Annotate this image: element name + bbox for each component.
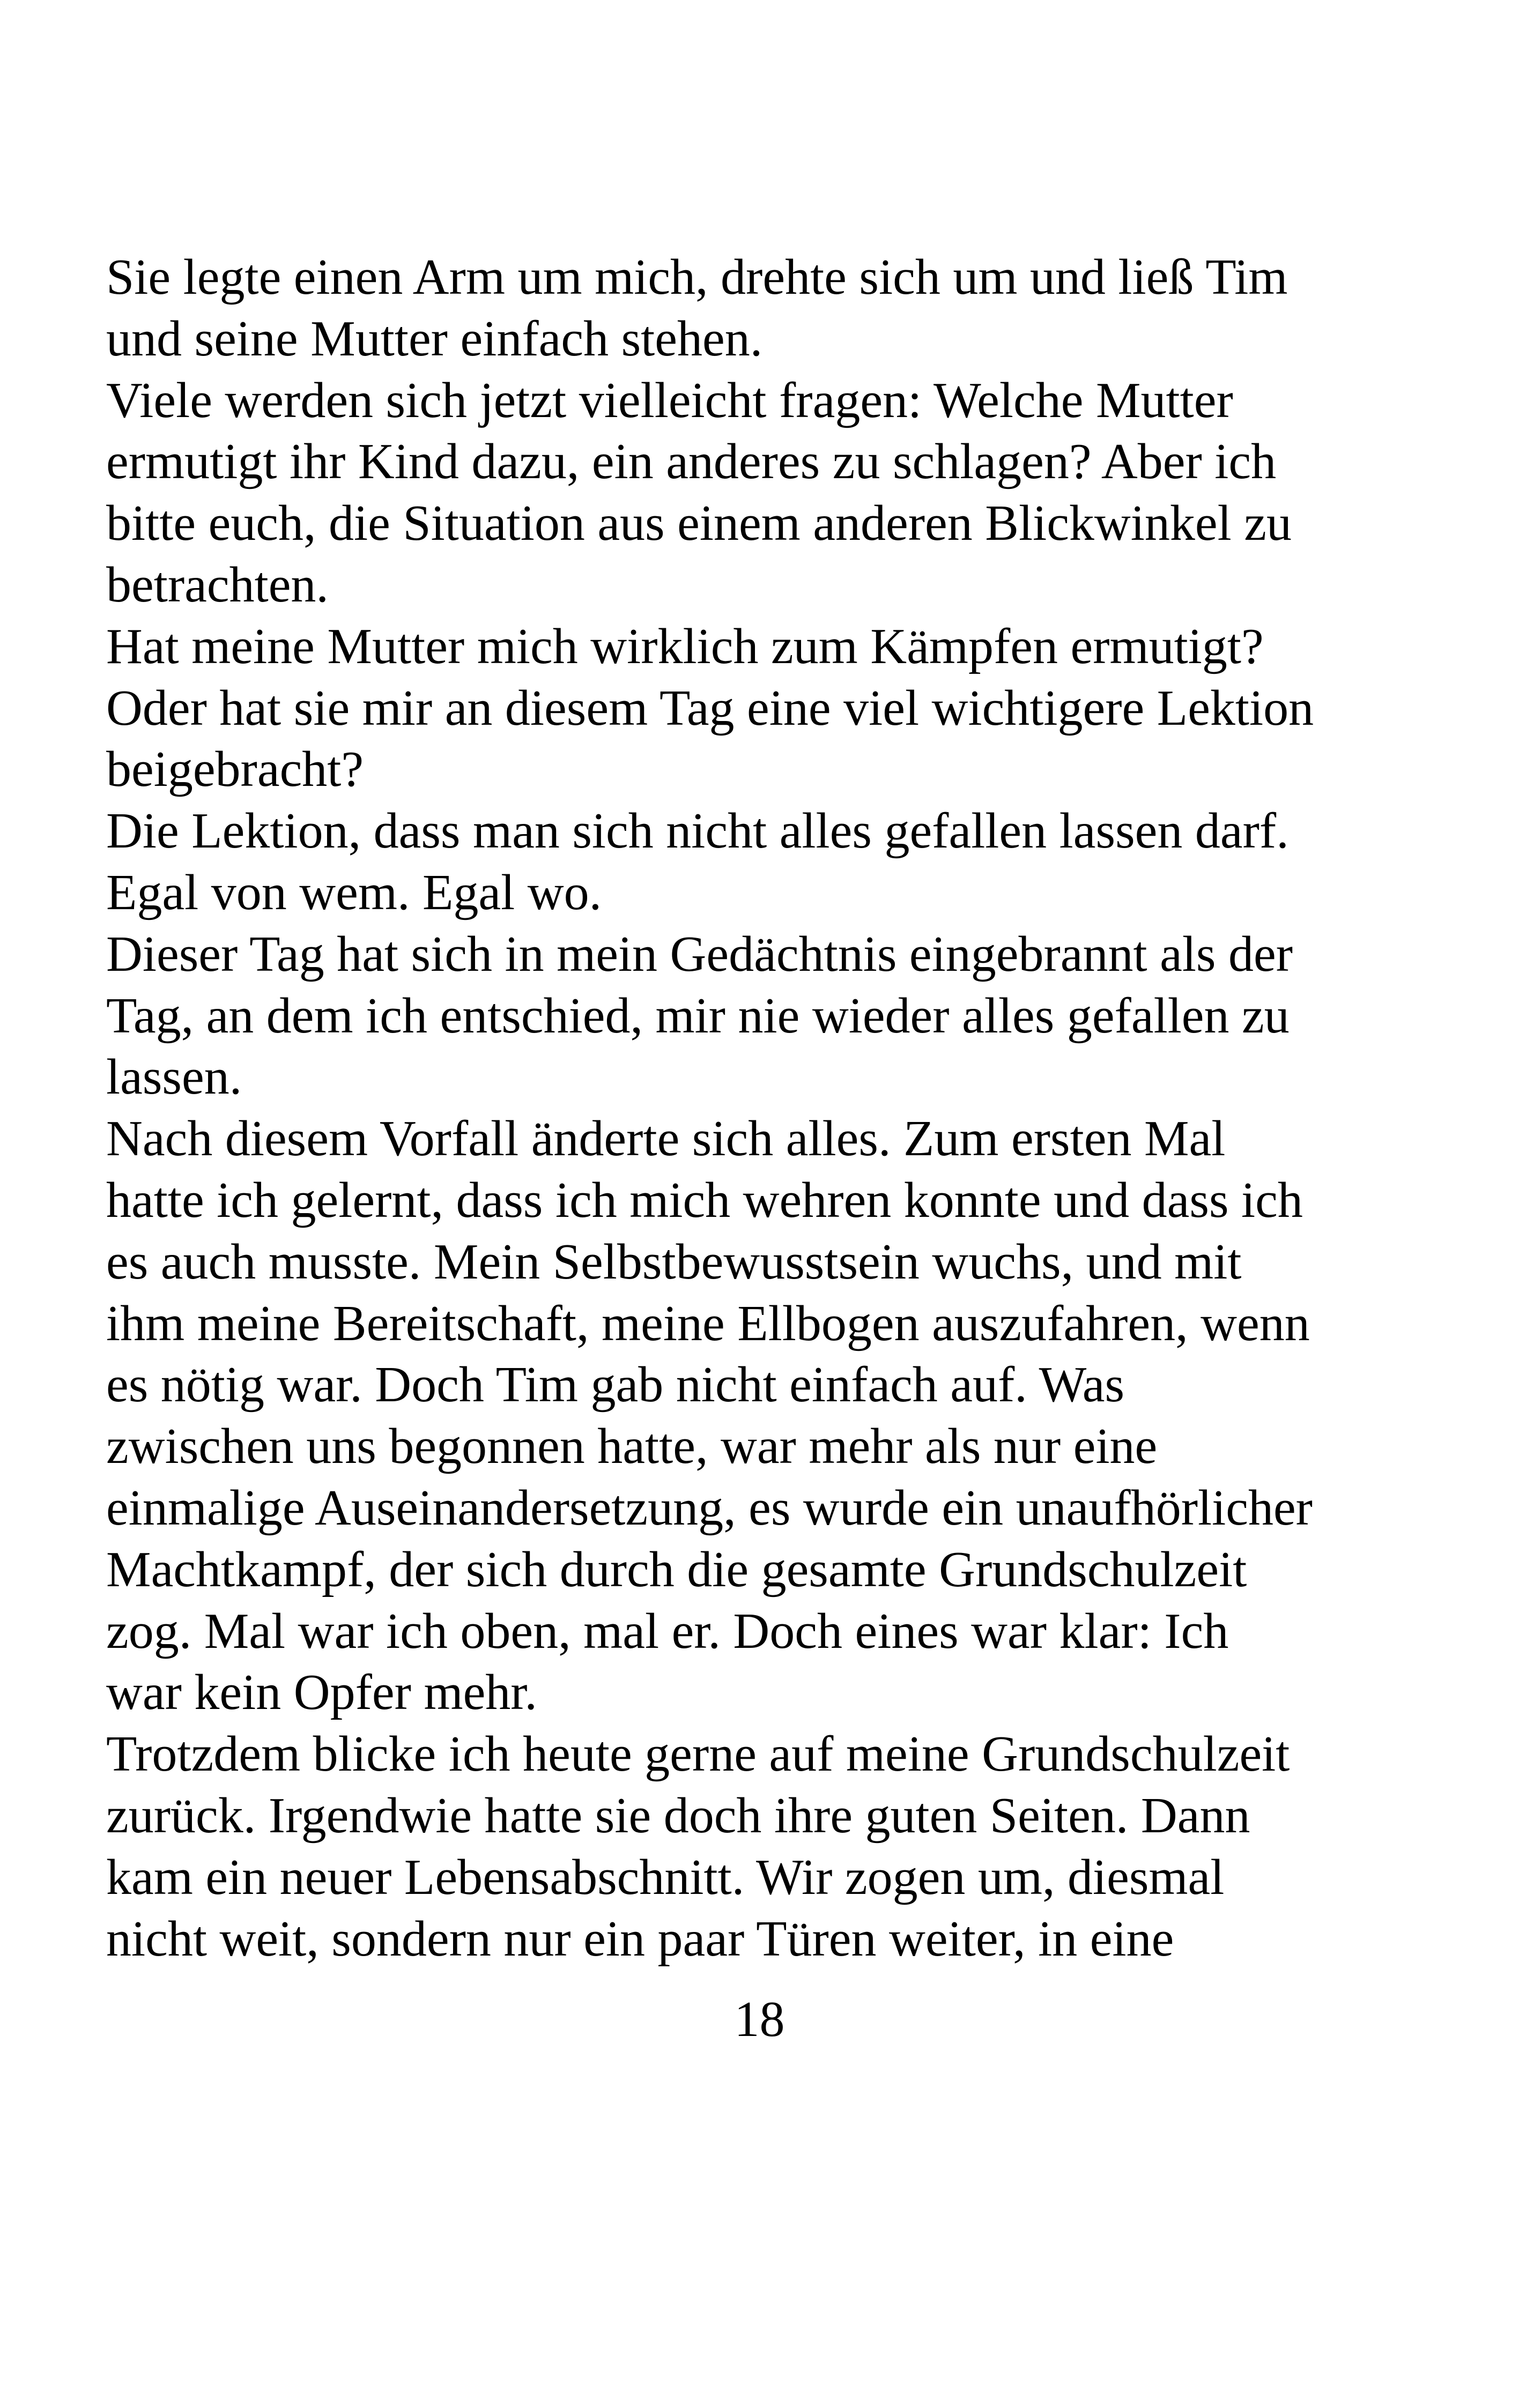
text-line: Trotzdem blicke ich heute gerne auf meine Grundschulzeit [106, 1726, 1290, 1782]
text-line: beigebracht? [106, 741, 364, 798]
text-line: und seine Mutter einfach stehen. [106, 310, 763, 367]
text-line: Dieser Tag hat sich in mein Gedächtnis eingebrannt als der [106, 926, 1293, 982]
text-line: betrachten. [106, 556, 329, 613]
text-line: Hat meine Mutter mich wirklich zum Kämpfen ermutigt? [106, 618, 1264, 674]
text-line: es nötig war. Doch Tim gab nicht einfach auf. Was [106, 1357, 1125, 1413]
text-line: Egal von wem. Egal wo. [106, 864, 602, 920]
text-line: bitte euch, die Situation aus einem anderen Blickwinkel zu [106, 495, 1292, 552]
text-line: Nach diesem Vorfall änderte sich alles. Zum ersten Mal [106, 1111, 1226, 1167]
text-line: Tag, an dem ich entschied, mir nie wieder alles gefallen zu [106, 987, 1290, 1044]
text-line: kam ein neuer Lebensabschnitt. Wir zogen um, diesmal [106, 1849, 1225, 1905]
text-line: Machtkampf, der sich durch die gesamte Grundschulzeit [106, 1541, 1247, 1597]
text-line: nicht weit, sondern nur ein paar Türen weiter, in eine [106, 1911, 1174, 1967]
body-text [106, 247, 1425, 1969]
page-number: 18 [734, 1991, 785, 2047]
text-line: hatte ich gelernt, dass ich mich wehren konnte und dass ich [106, 1172, 1303, 1228]
text-line: einmalige Auseinandersetzung, es wurde ein unaufhörlicher [106, 1480, 1313, 1536]
text-line: Die Lektion, dass man sich nicht alles gefallen lassen darf. [106, 803, 1289, 859]
text-line: es auch musste. Mein Selbstbewusstsein wuchs, und mit [106, 1233, 1242, 1290]
text-line: zurück. Irgendwie hatte sie doch ihre guten Seiten. Dann [106, 1787, 1250, 1844]
text-line: war kein Opfer mehr. [106, 1664, 537, 1721]
text-line: ermutigt ihr Kind dazu, ein anderes zu schlagen? Aber ich [106, 434, 1277, 490]
text-line: zog. Mal war ich oben, mal er. Doch eines war klar: Ich [106, 1603, 1229, 1659]
text-line: Sie legte einen Arm um mich, drehte sich um und ließ Tim [106, 249, 1288, 305]
text-line: ihm meine Bereitschaft, meine Ellbogen auszufahren, wenn [106, 1295, 1310, 1351]
text-line: lassen. [106, 1049, 242, 1105]
text-line: zwischen uns begonnen hatte, war mehr als nur eine [106, 1418, 1158, 1475]
text-line: Oder hat sie mir an diesem Tag eine viel wichtigere Lektion [106, 680, 1314, 736]
text-line: Viele werden sich jetzt vielleicht fragen: Welche Mutter [106, 372, 1233, 428]
